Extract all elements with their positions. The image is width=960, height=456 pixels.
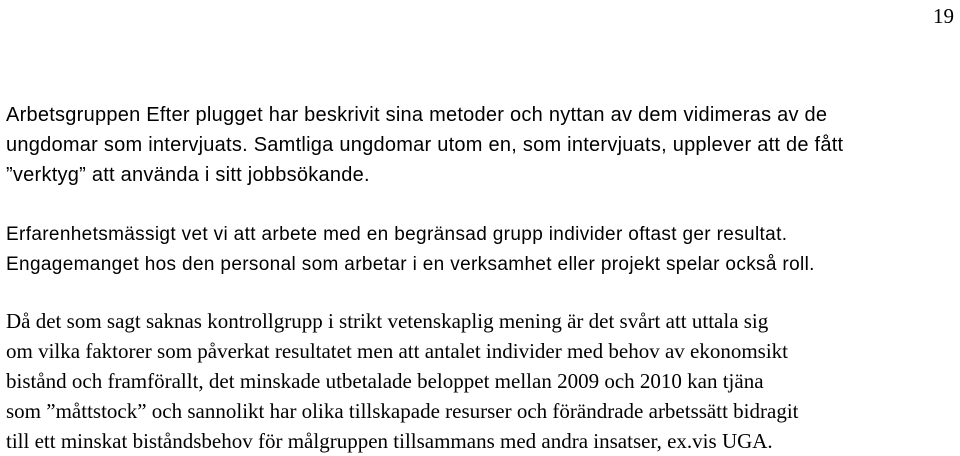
paragraph-1 (6, 100, 958, 190)
text-line: Då det som sagt saknas kontrollgrupp i strikt vetenskaplig mening är det svårt att uttala sig (6, 309, 769, 333)
text-line: till ett minskat biståndsbehov för målgruppen tillsammans med andra insatser, ex.vis UGA. (6, 429, 773, 453)
text-line: om vilka faktorer som påverkat resultatet men att antalet individer med behov av ekonomsikt (6, 339, 789, 363)
text-line: som ”måttstock” och sannolikt har olika tillskapade resurser och förändrade arbetssätt bidragit (6, 399, 799, 423)
text-line: ungdomar som intervjuats. Samtliga ungdomar utom en, som intervjuats, upplever att de fått (6, 134, 844, 156)
text-line: bistånd och framförallt, det minskade utbetalade beloppet mellan 2009 och 2010 kan tjäna (6, 369, 764, 393)
text-line: ”verktyg” att använda i sitt jobbsökande. (6, 164, 370, 186)
text-line: Arbetsgruppen Efter plugget har beskrivit sina metoder och nyttan av dem vidimeras av de (6, 104, 828, 126)
text-line: Erfarenhetsmässigt vet vi att arbete med en begränsad grupp individer oftast ger resultat. (6, 224, 788, 245)
paragraph-2 (6, 220, 958, 280)
text-line: Engagemanget hos den personal som arbetar i en verksamhet eller projekt spelar också roll. (6, 254, 815, 275)
paragraph-3 (6, 306, 958, 456)
page-number: 19 (933, 4, 954, 28)
